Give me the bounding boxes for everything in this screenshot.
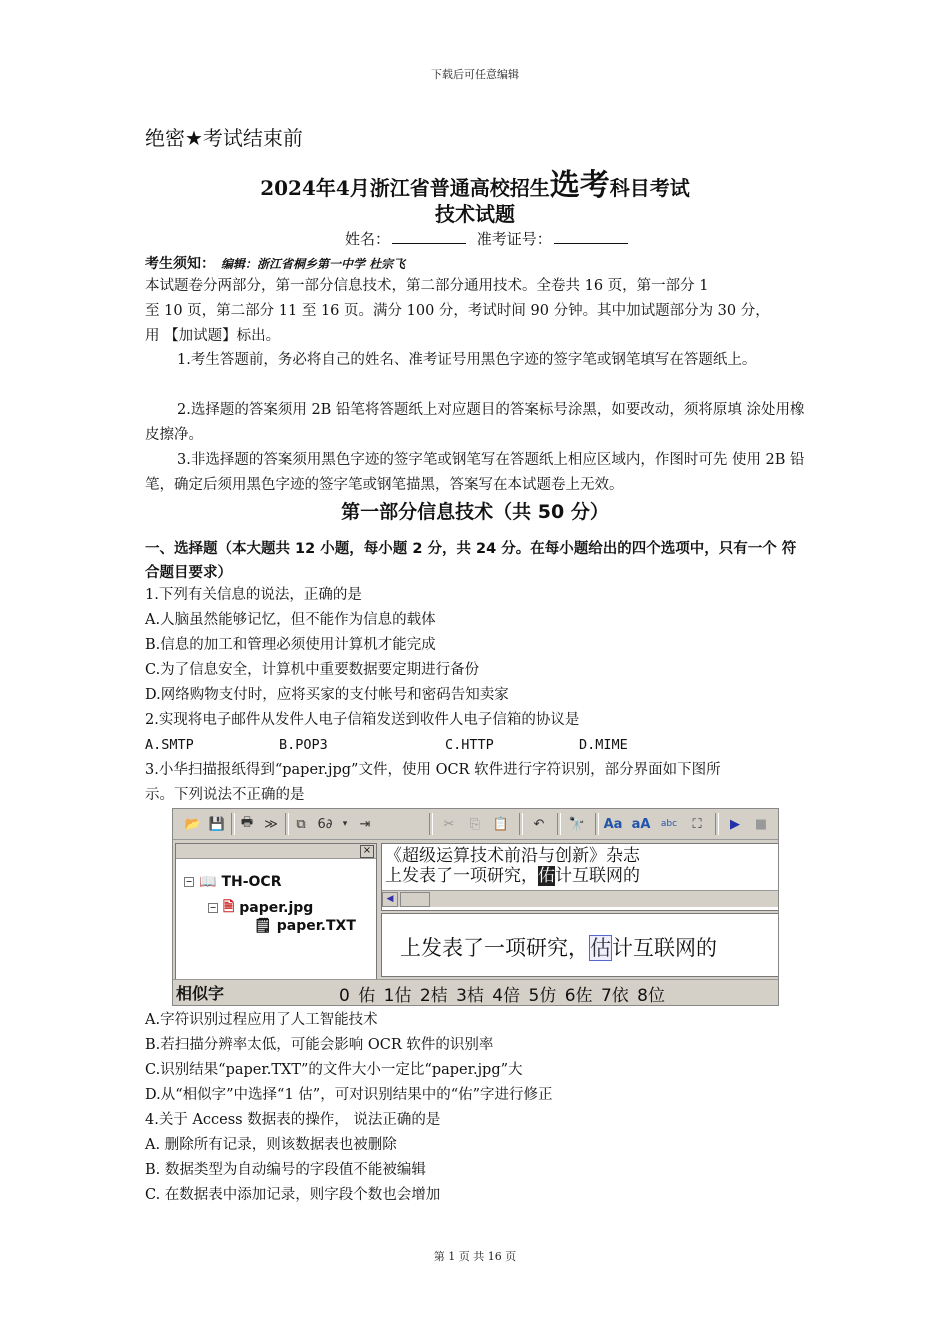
similar-chars-bar	[173, 979, 778, 1004]
tree-node-label: paper.TXT	[276, 918, 356, 934]
cut-icon[interactable]: ✂	[443, 816, 455, 832]
q3-option-a: A.字符识别过程应用了人工智能技术	[145, 1012, 378, 1028]
similar-chars-candidates[interactable]: 0 佑 1估 2桔 3桔 4倍 5仿 6佐 7依 8位	[339, 986, 665, 1006]
q1-option-a: A.人脑虽然能够记忆，但不能作为信息的载体	[145, 612, 436, 628]
q3-option-c: C.识别结果“paper.TXT”的文件大小一定比“paper.jpg”大	[145, 1062, 523, 1078]
collapse-icon[interactable]: −	[209, 903, 217, 912]
exam-subtitle: 技术试题	[435, 202, 515, 226]
toolbar-separator	[429, 813, 433, 835]
scan-icon[interactable]: ≫	[264, 816, 278, 832]
notice-label: 考生须知：	[145, 256, 215, 272]
collapse-icon[interactable]: −	[185, 877, 193, 886]
page-footer: 第 1 页 共 16 页	[433, 1250, 517, 1263]
toolbar-separator	[285, 813, 289, 835]
tree-panel-header	[176, 844, 376, 859]
recognized-line	[400, 932, 717, 962]
q2-option-b: B.POP3	[279, 737, 328, 753]
rule-1: 1.考生答题前，务必将自己的姓名、准考证号用黑色字迹的签字笔或钢笔填写在答题纸上。	[177, 352, 757, 368]
q2-options	[145, 737, 810, 757]
q1-stem: 1.下列有关信息的说法，正确的是	[145, 587, 362, 603]
image-line-2	[385, 866, 640, 886]
confidential-mark: 绝密★考试结束前	[145, 126, 303, 150]
font-b-icon[interactable]: aA	[631, 816, 651, 832]
play-icon[interactable]: ▶	[730, 816, 740, 832]
intro-line: 本试题卷分两部分，第一部分信息技术，第二部分通用技术。全卷共 16 页，第一部分 1	[145, 278, 709, 294]
name-blank	[392, 229, 466, 244]
q3-option-d: D.从“相似字”中选择“1 估”，可对识别结果中的“佑”字进行修正	[145, 1087, 553, 1103]
toolbar-separator	[557, 813, 561, 835]
exam-title-emphasis: 选考	[549, 168, 610, 203]
open-icon[interactable]: 📂	[184, 816, 202, 832]
close-icon[interactable]: ×	[360, 845, 374, 858]
image-text-segment: 计互联网的	[555, 866, 640, 886]
section-title: 一、选择题（本大题共 12 小题，每小题 2 分，共 24 分。在每小题给出的四个选项中，只有一个 符合题目要求）	[145, 541, 797, 581]
selected-character[interactable]: 估	[590, 936, 611, 960]
q2-option-a: A.SMTP	[145, 737, 194, 753]
image-text-segment: 上发表了一项研究，	[385, 866, 538, 886]
exam-title-post: 科目考试	[609, 176, 690, 200]
horizontal-scrollbar[interactable]	[382, 890, 779, 907]
candidate-info-row	[345, 228, 634, 249]
q4-option-b: B. 数据类型为自动编号的字段值不能被编辑	[145, 1162, 426, 1178]
q4-stem: 4.关于 Access 数据表的操作， 说法正确的是	[145, 1112, 441, 1128]
tree-node-text[interactable]	[254, 918, 356, 934]
image-line-1: 《超级运算技术前沿与创新》杂志	[385, 846, 640, 866]
q2-option-d: D.MIME	[579, 737, 628, 753]
q3-option-b: B.若扫描分辨率太低，可能会影响 OCR 软件的识别率	[145, 1037, 494, 1053]
q1-option-b: B.信息的加工和管理必须使用计算机才能完成	[145, 637, 436, 653]
find-icon[interactable]: 🔭	[568, 816, 586, 832]
q4-option-a: A. 删除所有记录，则该数据表也被删除	[145, 1137, 397, 1153]
name-label: 姓名：	[345, 230, 391, 248]
highlighted-character[interactable]: 佑	[538, 866, 555, 886]
similar-chars-label: 相似字	[176, 984, 225, 1003]
toolbar-separator	[231, 813, 235, 835]
rule-3: 3.非选择题的答案须用黑色字迹的签字笔或钢笔写在答题纸上相应区域内，作图时可先 使用 2B 铅笔，确定后须用黑色字迹的签字笔或钢笔描黑，答案写在本试题卷上无效。	[145, 452, 805, 493]
q4-option-c: C. 在数据表中添加记录，则字段个数也会增加	[145, 1187, 441, 1203]
chevron-down-icon[interactable]: ▾	[342, 819, 348, 829]
recognized-text-segment: 计互联网的	[612, 936, 717, 960]
id-label: 准考证号：	[476, 230, 552, 248]
stop-icon[interactable]: ■	[754, 816, 768, 832]
exam-title-pre: 2024年4月浙江省普通高校招生	[260, 176, 550, 200]
recognized-text-pane[interactable]	[381, 913, 779, 977]
paste-icon[interactable]: 📋	[492, 816, 510, 832]
print-icon[interactable]: 🖶	[240, 815, 254, 830]
original-image-pane	[381, 843, 779, 911]
intro-paragraph	[145, 274, 810, 349]
abc-icon[interactable]: abc	[660, 819, 678, 829]
export-icon[interactable]: ⇥	[359, 816, 371, 832]
ocr-toolbar	[173, 809, 778, 840]
recognize-icon[interactable]: 6∂	[317, 816, 333, 832]
notice-heading	[145, 253, 405, 273]
q1-option-c: C.为了信息安全，计算机中重要数据要定期进行备份	[145, 662, 480, 678]
part-title: 第一部分信息技术（共 50 分）	[341, 501, 609, 523]
save-icon[interactable]: 💾	[208, 816, 226, 832]
q3-stem-line1: 3.小华扫描报纸得到“paper.jpg”文件，使用 OCR 软件进行字符识别，部分界面如下图所	[145, 762, 721, 778]
toolbar-separator	[715, 813, 719, 835]
q1-option-d: D.网络购物支付时，应将买家的支付帐号和密码告知卖家	[145, 687, 509, 703]
tree-node-image[interactable]	[208, 896, 313, 920]
q2-option-c: C.HTTP	[445, 737, 494, 753]
scrollbar-thumb[interactable]	[400, 892, 430, 907]
tree-node-root[interactable]	[184, 874, 281, 890]
intro-line: 用 【加试题】标出。	[145, 328, 281, 344]
file-tree-panel	[175, 843, 377, 981]
image-file-icon: 🗎	[223, 899, 235, 915]
tree-node-label: paper.jpg	[239, 900, 314, 916]
toolbar-separator	[519, 813, 523, 835]
rule-2: 2.选择题的答案须用 2B 铅笔将答题纸上对应题目的答案标号涂黑，如要改动，须将原填 涂处用橡皮擦净。	[145, 402, 805, 443]
intro-line: 至 10 页，第二部分 11 至 16 页。满分 100 分，考试时间 90 分钟。其中加试题部分为 30 分，	[145, 303, 770, 319]
book-icon: 📖	[199, 874, 217, 890]
copy-icon[interactable]: ⎘	[469, 816, 481, 832]
id-blank	[554, 229, 628, 244]
toolbar-separator	[595, 813, 599, 835]
tree-node-label: TH-OCR	[221, 874, 282, 890]
editor-credit: 编辑：浙江省桐乡第一中学 杜宗飞	[221, 257, 406, 271]
recognized-text-segment: 上发表了一项研究，	[400, 936, 589, 960]
scroll-left-icon[interactable]: ◀	[382, 892, 398, 907]
font-a-icon[interactable]: Aa	[603, 816, 623, 832]
ocr-screenshot	[172, 808, 779, 1006]
fullscreen-icon[interactable]: ⛶	[692, 816, 702, 832]
q3-stem-line2: 示。下列说法不正确的是	[145, 787, 305, 803]
q2-stem: 2.实现将电子邮件从发件人电子信箱发送到收件人电子信箱的协议是	[145, 712, 580, 728]
page-header-note: 下载后可任意编辑	[431, 68, 519, 81]
text-file-icon: 🗒	[254, 918, 272, 934]
layout-icon[interactable]: ⧉	[296, 816, 306, 832]
undo-icon[interactable]: ↶	[533, 816, 545, 832]
